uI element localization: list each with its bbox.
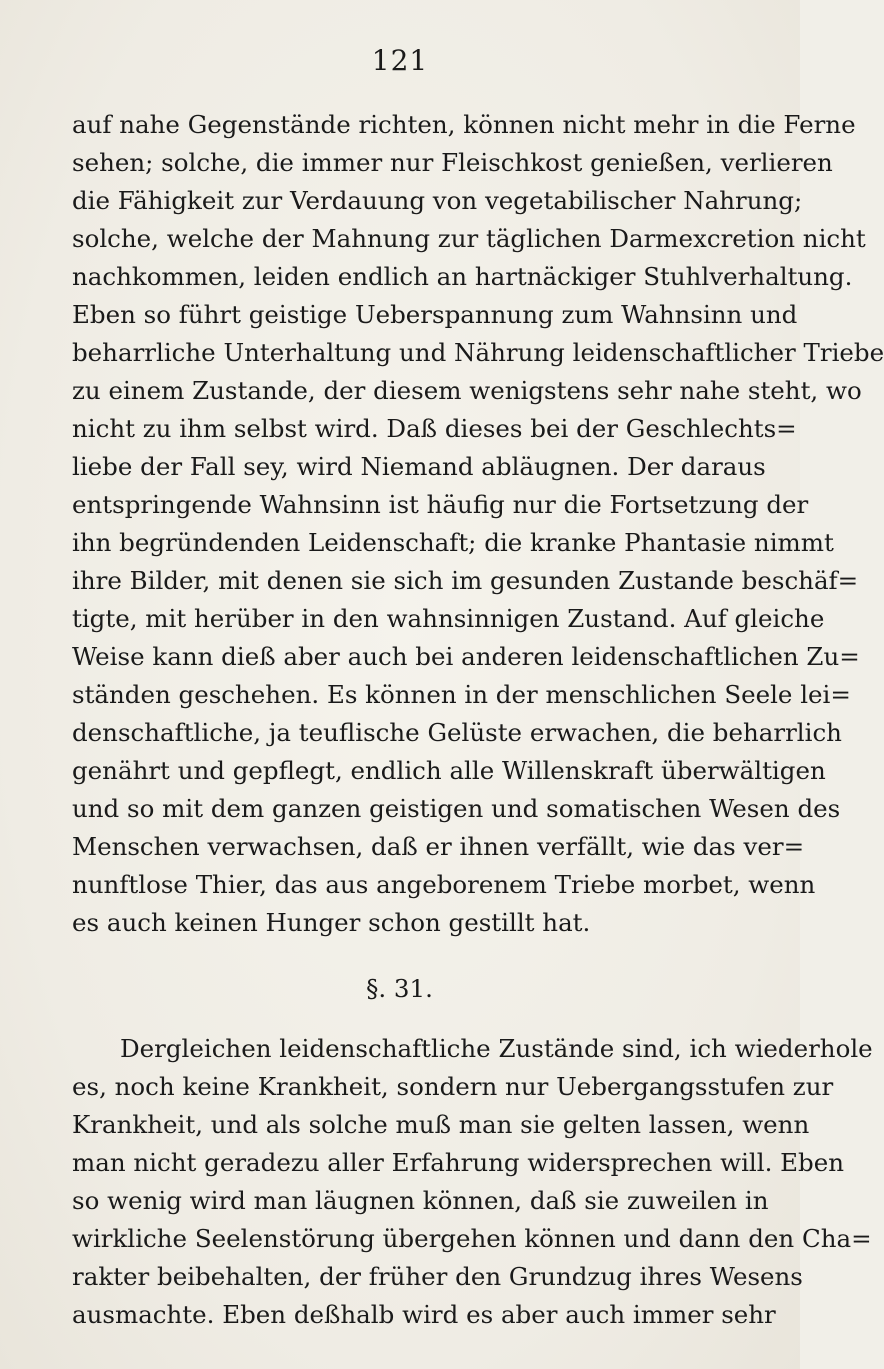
text-line: Krankheit, und als solche muß man sie gelten lassen, wenn	[72, 1110, 810, 1139]
text-line: denschaftliche, ja teuflische Gelüste erwachen, die beharrlich	[72, 718, 842, 747]
text-line: rakter beibehalten, der früher den Grundzug ihres Wesens	[72, 1262, 803, 1291]
text-line: ausmachte. Eben deßhalb wird es aber auch immer sehr	[72, 1300, 776, 1329]
text-line: wirkliche Seelenstörung übergehen können und dann den Cha=	[72, 1224, 872, 1253]
text-line: nicht zu ihm selbst wird. Daß dieses bei der Geschlechts=	[72, 414, 797, 443]
text-line: ihn begründenden Leidenschaft; die kranke Phantasie nimmt	[72, 528, 834, 557]
text-line: ständen geschehen. Es können in der menschlichen Seele lei=	[72, 680, 851, 709]
text-line: Eben so führt geistige Ueberspannung zum Wahnsinn und	[72, 300, 798, 329]
text-line: solche, welche der Mahnung zur täglichen Darmexcretion nicht	[72, 224, 866, 253]
text-line: es, noch keine Krankheit, sondern nur Uebergangsstufen zur	[72, 1072, 834, 1101]
text-line: liebe der Fall sey, wird Niemand abläugnen. Der daraus	[72, 452, 766, 481]
text-line: auf nahe Gegenstände richten, können nicht mehr in die Ferne	[72, 110, 856, 139]
text-line: genährt und gepflegt, endlich alle Willenskraft überwältigen	[72, 756, 826, 785]
text-line: beharrliche Unterhaltung und Nährung leidenschaftlicher Triebe	[72, 338, 884, 367]
page-number: 121	[371, 44, 429, 77]
text-line: Weise kann dieß aber auch bei anderen leidenschaftlichen Zu=	[72, 642, 860, 671]
text-line: sehen; solche, die immer nur Fleischkost genießen, verlieren	[72, 148, 833, 177]
text-line: nunftlose Thier, das aus angeborenem Triebe morbet, wenn	[72, 870, 816, 899]
section-heading: §. 31.	[366, 974, 433, 1003]
text-line: Dergleichen leidenschaftliche Zustände sind, ich wiederhole	[120, 1034, 873, 1063]
text-line: die Fähigkeit zur Verdauung von vegetabilischer Nahrung;	[72, 186, 803, 215]
paragraph-1	[72, 106, 884, 942]
text-line: nachkommen, leiden endlich an hartnäckiger Stuhlverhaltung.	[72, 262, 853, 291]
text-line: so wenig wird man läugnen können, daß sie zuweilen in	[72, 1186, 769, 1215]
text-line: es auch keinen Hunger schon gestillt hat.	[72, 908, 591, 937]
text-block	[72, 106, 884, 1334]
text-line: ihre Bilder, mit denen sie sich im gesunden Zustande beschäf=	[72, 566, 859, 595]
text-line: Menschen verwachsen, daß er ihnen verfällt, wie das ver=	[72, 832, 805, 861]
paragraph-2	[72, 1030, 873, 1334]
text-line: und so mit dem ganzen geistigen und somatischen Wesen des	[72, 794, 841, 823]
text-line: tigte, mit herüber in den wahnsinnigen Zustand. Auf gleiche	[72, 604, 825, 633]
text-line: entspringende Wahnsinn ist häufig nur die Fortsetzung der	[72, 490, 809, 519]
text-line: zu einem Zustande, der diesem wenigstens sehr nahe steht, wo	[72, 376, 862, 405]
text-line: man nicht geradezu aller Erfahrung widersprechen will. Eben	[72, 1148, 845, 1177]
